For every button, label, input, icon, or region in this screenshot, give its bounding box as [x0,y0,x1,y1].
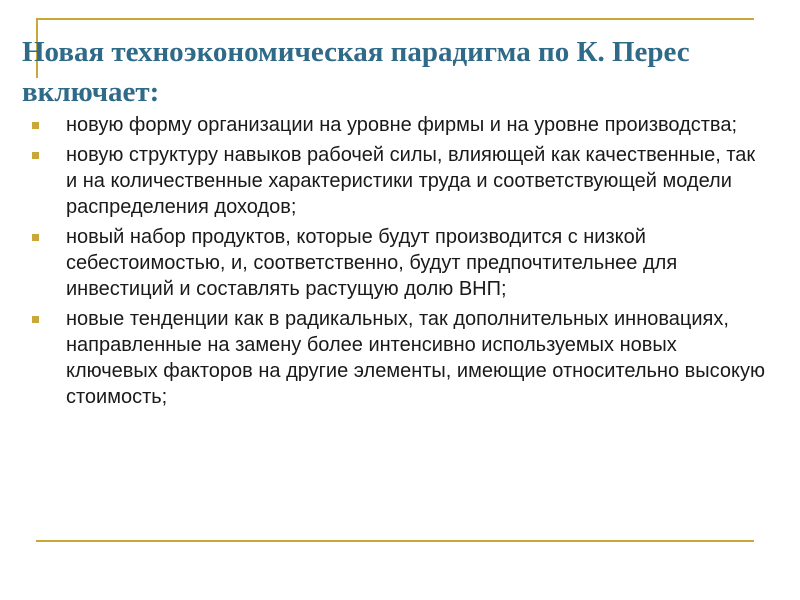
bullet-text: новый набор продуктов, которые будут производится с низкой себестоимостью, и, соответственно, будут предпочтительнее для инвестиций и составлять растущую долю ВНП; [66,226,678,300]
bullet-item [32,224,768,302]
square-bullet-icon [32,152,39,159]
bullet-text: новую структуру навыков рабочей силы, влияющей как качественные, так и на количественные характеристики труда и соответствующей модели распределения доходов; [66,144,756,218]
bullet-item [32,142,768,220]
bullet-item [32,306,768,410]
slide-title: Новая техноэкономическая парадигма по К. Перес включает: [22,36,690,108]
bullet-list [32,112,768,414]
top-rule [36,18,754,20]
square-bullet-icon [32,234,39,241]
bullet-item [32,112,768,138]
bottom-rule [36,540,754,542]
square-bullet-icon [32,122,39,129]
square-bullet-icon [32,316,39,323]
bullet-text: новые тенденции как в радикальных, так дополнительных инновациях, направленные на замену более интенсивно используемых новых ключевых факторов на другие элементы, имеющие относительно высокую стоимость; [66,308,765,408]
bullet-text: новую форму организации на уровне фирмы и на уровне производства; [66,114,737,136]
